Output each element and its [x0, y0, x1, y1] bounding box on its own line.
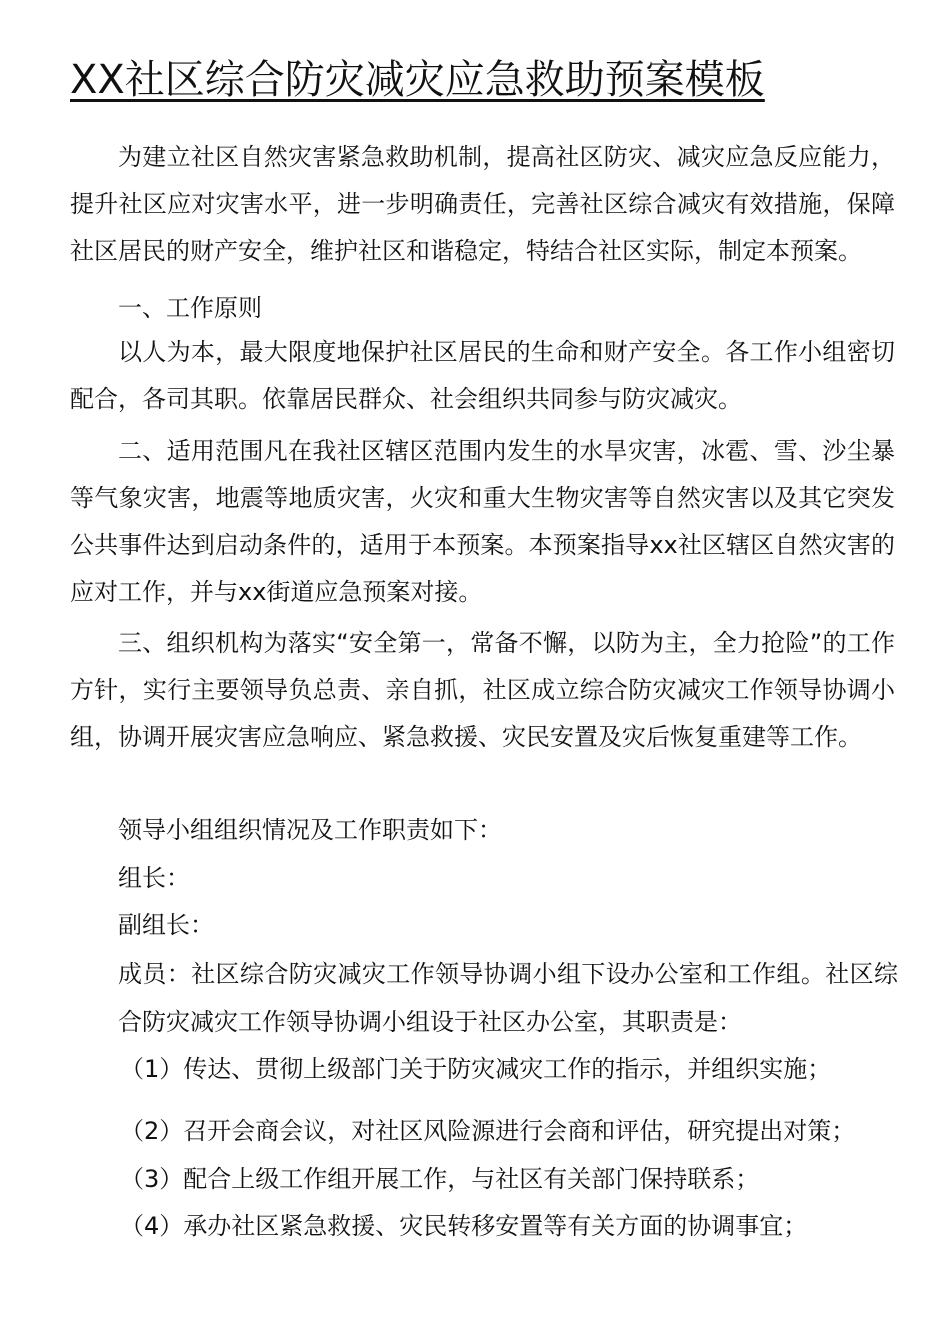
section3-paragraph: 三、组织机构为落实“安全第一，常备不懈，以防为主，全力抢险”的工作方针，实行主要领导负总责、亲自抓，社区成立综合防灾减灾工作领导协调小组，协调开展灾害应急响应、紧急救援、灾民安置及灾后恢复重建等工作。 — [70, 629, 895, 751]
duty-item: （2）召开会商会议，对社区风险源进行会商和评估，研究提出对策； — [120, 1117, 856, 1145]
duty-item: （4）承办社区紧急救援、灾民转移安置等有关方面的协调事宜； — [120, 1212, 808, 1240]
deputy-leader-label: 副组长： — [118, 911, 214, 939]
members-paragraph: 成员：社区综合防灾减灾工作领导协调小组下设办公室和工作组。社区综合防灾减灾工作领导协调小组设于社区办公室，其职责是： — [118, 960, 898, 1036]
document-title: XX社区综合防灾减灾应急救助预案模板 — [70, 57, 765, 103]
section1-heading: 一、工作原则 — [118, 294, 262, 322]
duty-item: （3）配合上级工作组开展工作，与社区有关部门保持联系； — [120, 1165, 760, 1193]
leader-label: 组长： — [118, 864, 190, 892]
duty-item: （1）传达、贯彻上级部门关于防灾减灾工作的指示，并组织实施； — [120, 1055, 832, 1083]
section2-paragraph: 二、适用范围凡在我社区辖区范围内发生的水旱灾害，冰雹、雪、沙尘暴等气象灾害，地震等地质灾害，火灾和重大生物灾害等自然灾害以及其它突发公共事件达到启动条件的，适用于本预案。本预案指导xx社区辖区自然灾害的应对工作，并与xx街道应急预案对接。 — [70, 437, 895, 606]
section1-body: 以人为本，最大限度地保护社区居民的生命和财产安全。各工作小组密切配合，各司其职。依靠居民群众、社会组织共同参与防灾减灾。 — [70, 338, 895, 413]
leadership-intro: 领导小组组织情况及工作职责如下： — [118, 816, 502, 844]
intro-paragraph: 为建立社区自然灾害紧急救助机制，提高社区防灾、减灾应急反应能力，提升社区应对灾害水平，进一步明确责任，完善社区综合减灾有效措施，保障社区居民的财产安全，维护社区和谐稳定，特结合社区实际，制定本预案。 — [70, 143, 895, 265]
